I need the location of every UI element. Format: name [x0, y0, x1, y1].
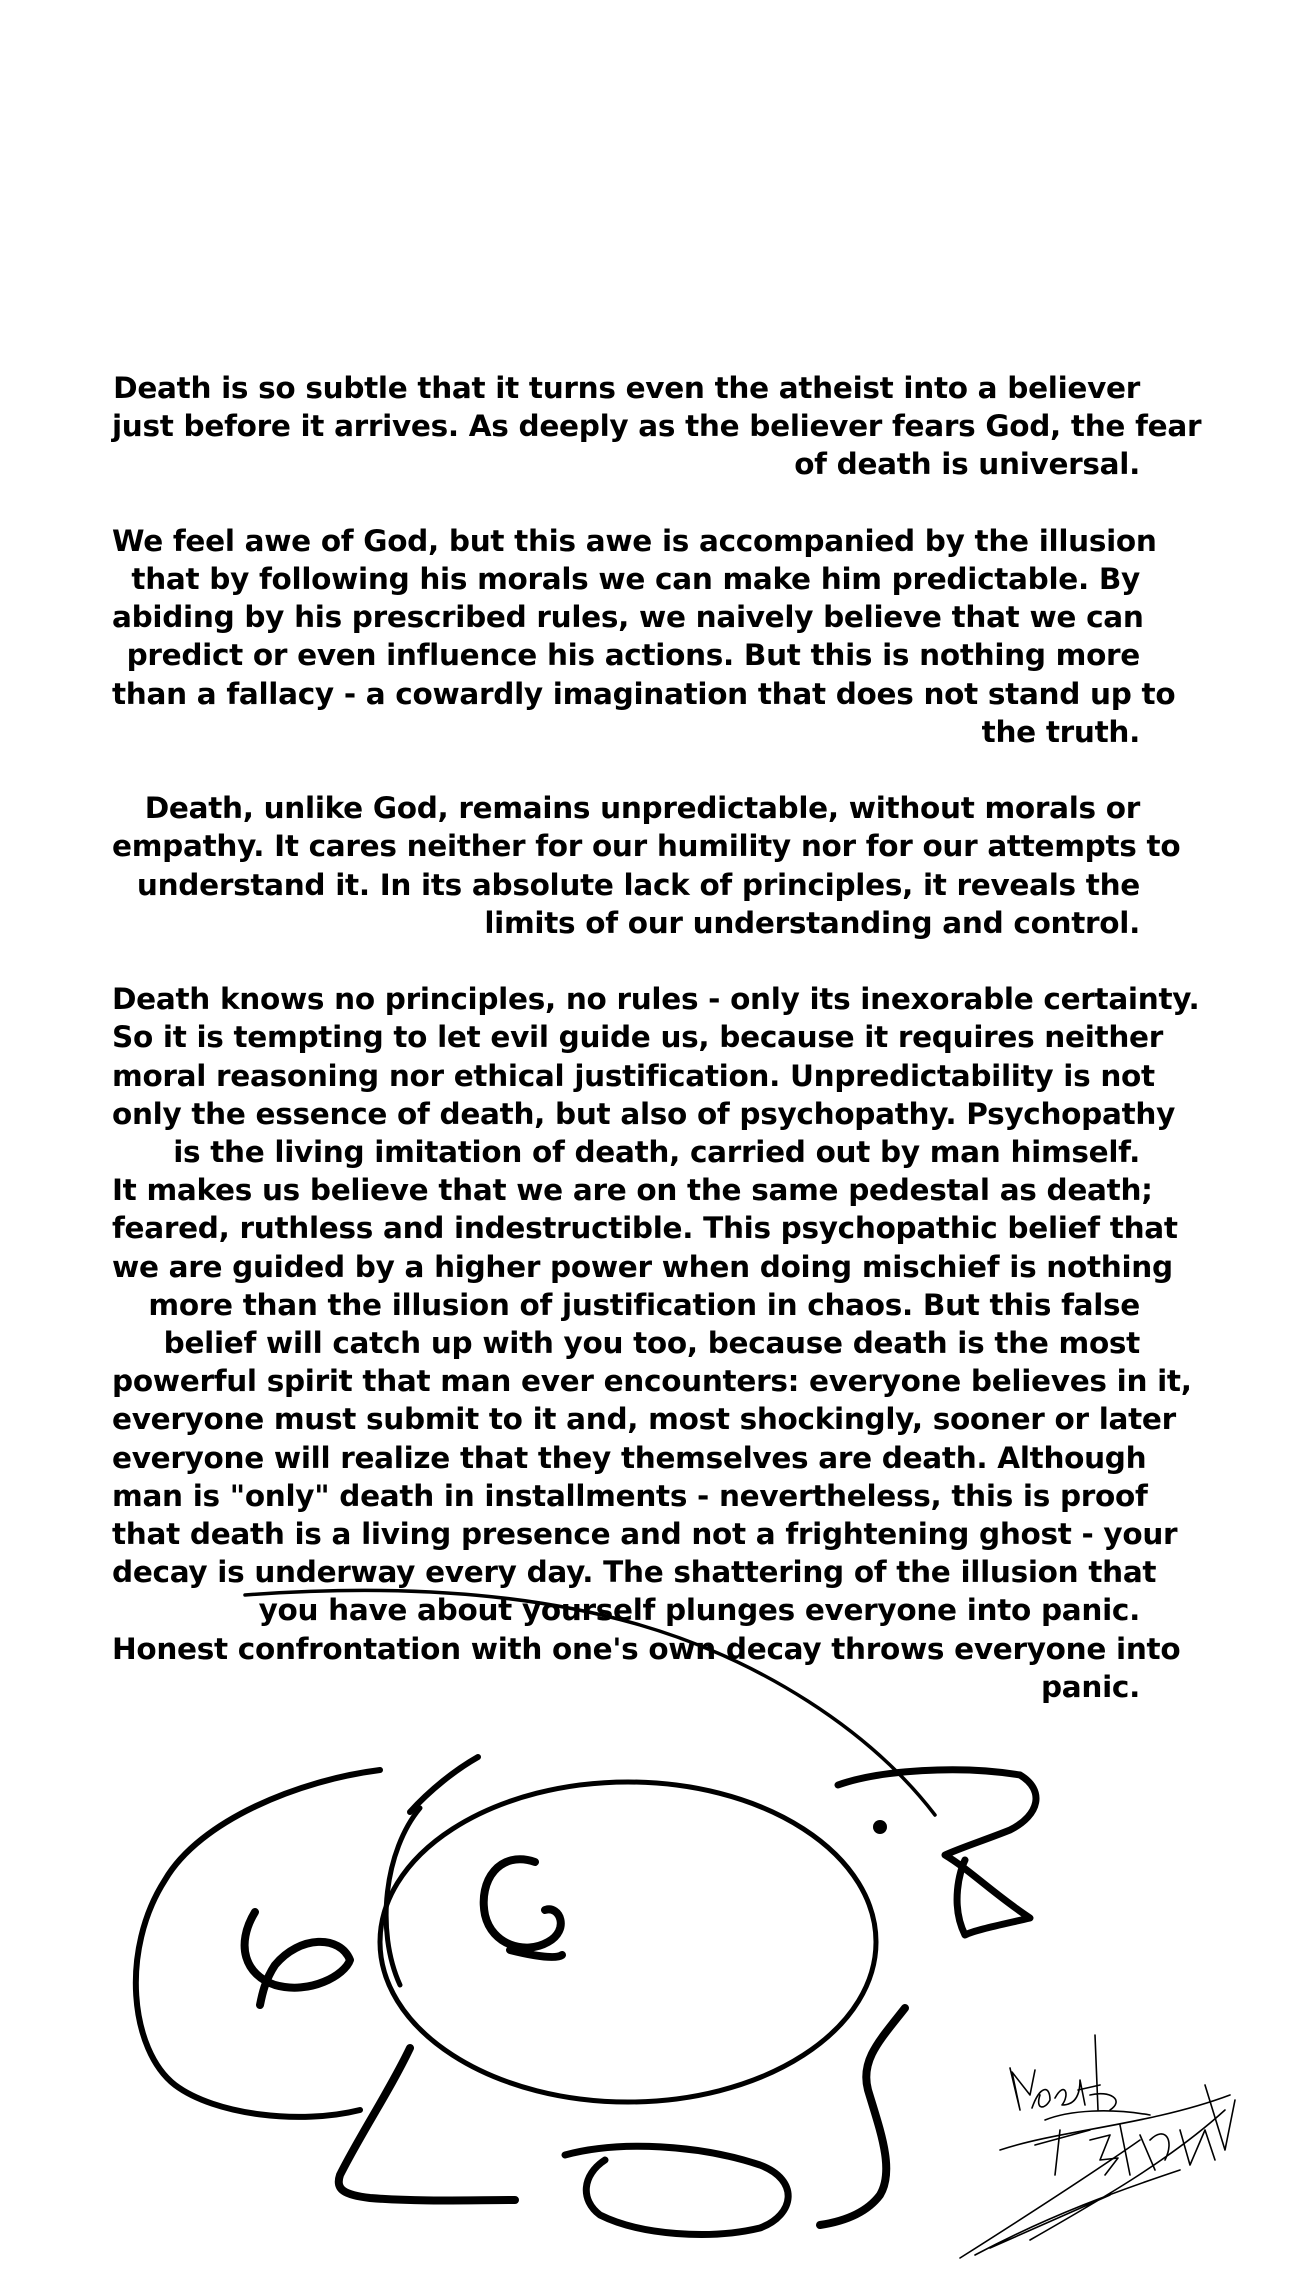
text-line: So it is tempting to let evil guide us, because it requires neither — [112, 1020, 1163, 1055]
text-line: more than the illusion of justification in chaos. But this false — [148, 1287, 1140, 1322]
text-line: abiding by his prescribed rules, we naively believe that we can — [112, 600, 1144, 635]
text-line: empathy. It cares neither for our humility nor for our attempts to — [112, 829, 1181, 864]
text-line: than a fallacy - a cowardly imagination that does not stand up to — [112, 676, 1176, 711]
left-arc-stroke — [386, 1808, 420, 1985]
paragraph-1 — [112, 369, 1202, 484]
bottom-loop-stroke — [565, 2146, 788, 2234]
text-line: Honest confrontation with one's own decay throws everyone into — [112, 1631, 1181, 1666]
outer-blob-stroke — [136, 1770, 380, 2117]
right-edge-stroke — [820, 2008, 905, 2225]
nostril-dot — [873, 1820, 887, 1834]
left-leg-stroke — [339, 2048, 515, 2201]
text-line: you have about yourself plunges everyone into panic. — [258, 1593, 1140, 1628]
text-line: only the essence of death, but also of psychopathy. Psychopathy — [112, 1096, 1176, 1131]
text-line: just before it arrives. As deeply as the believer fears God, the fear — [112, 409, 1202, 444]
right-eye-stroke — [484, 1859, 562, 1957]
text-line: understand it. In its absolute lack of principles, it reveals the — [136, 867, 1140, 902]
text-line: is the living imitation of death, carried out by man himself. — [173, 1135, 1140, 1170]
left-eye-stroke — [245, 1912, 350, 2005]
text-line: panic. — [1040, 1669, 1140, 1704]
signature-scribble — [960, 2035, 1235, 2258]
text-line: predict or even influence his actions. But this is nothing more — [126, 638, 1140, 673]
text-line: Death knows no principles, no rules - only its inexorable certainty. — [112, 982, 1200, 1017]
text-line: It makes us believe that we are on the same pedestal as death; — [112, 1173, 1153, 1208]
text-line: everyone must submit to it and, most shockingly, sooner or later — [112, 1402, 1176, 1437]
text-line: limits of our understanding and control. — [484, 905, 1140, 940]
text-line: powerful spirit that man ever encounters: everyone believes in it, — [112, 1364, 1192, 1399]
text-line: everyone will realize that they themselves are death. Although — [112, 1440, 1147, 1475]
text-line: feared, ruthless and indestructible. This psychopathic belief that — [112, 1211, 1178, 1246]
paragraph-2 — [112, 522, 1176, 751]
beak-stroke — [838, 1770, 1036, 1935]
inner-ellipse — [380, 1782, 876, 2102]
text-line: belief will catch up with you too, because death is the most — [163, 1326, 1140, 1361]
text-line: decay is underway every day. The shattering of the illusion that — [112, 1555, 1157, 1590]
text-line: that by following his morals we can make him predictable. By — [131, 562, 1140, 596]
text-line: the truth. — [981, 714, 1140, 749]
upper-arc-stroke — [410, 1757, 478, 1812]
text-line: that death is a living presence and not a frightening ghost - your — [112, 1517, 1178, 1552]
paragraph-4 — [112, 980, 1200, 1706]
text-line: of death is universal. — [794, 447, 1140, 482]
text-line: Death is so subtle that it turns even the atheist into a believer — [113, 371, 1140, 405]
text-line: we are guided by a higher power when doing mischief is nothing — [112, 1249, 1173, 1284]
paragraph-3 — [112, 789, 1181, 942]
text-line: moral reasoning nor ethical justification. Unpredictability is not — [112, 1058, 1155, 1093]
text-line: Death, unlike God, remains unpredictable, without morals or — [144, 791, 1140, 826]
text-line: We feel awe of God, but this awe is accompanied by the illusion — [112, 523, 1157, 558]
text-line: man is "only" death in installments - nevertheless, this is proof — [112, 1478, 1148, 1513]
essay-text — [112, 369, 1202, 1706]
